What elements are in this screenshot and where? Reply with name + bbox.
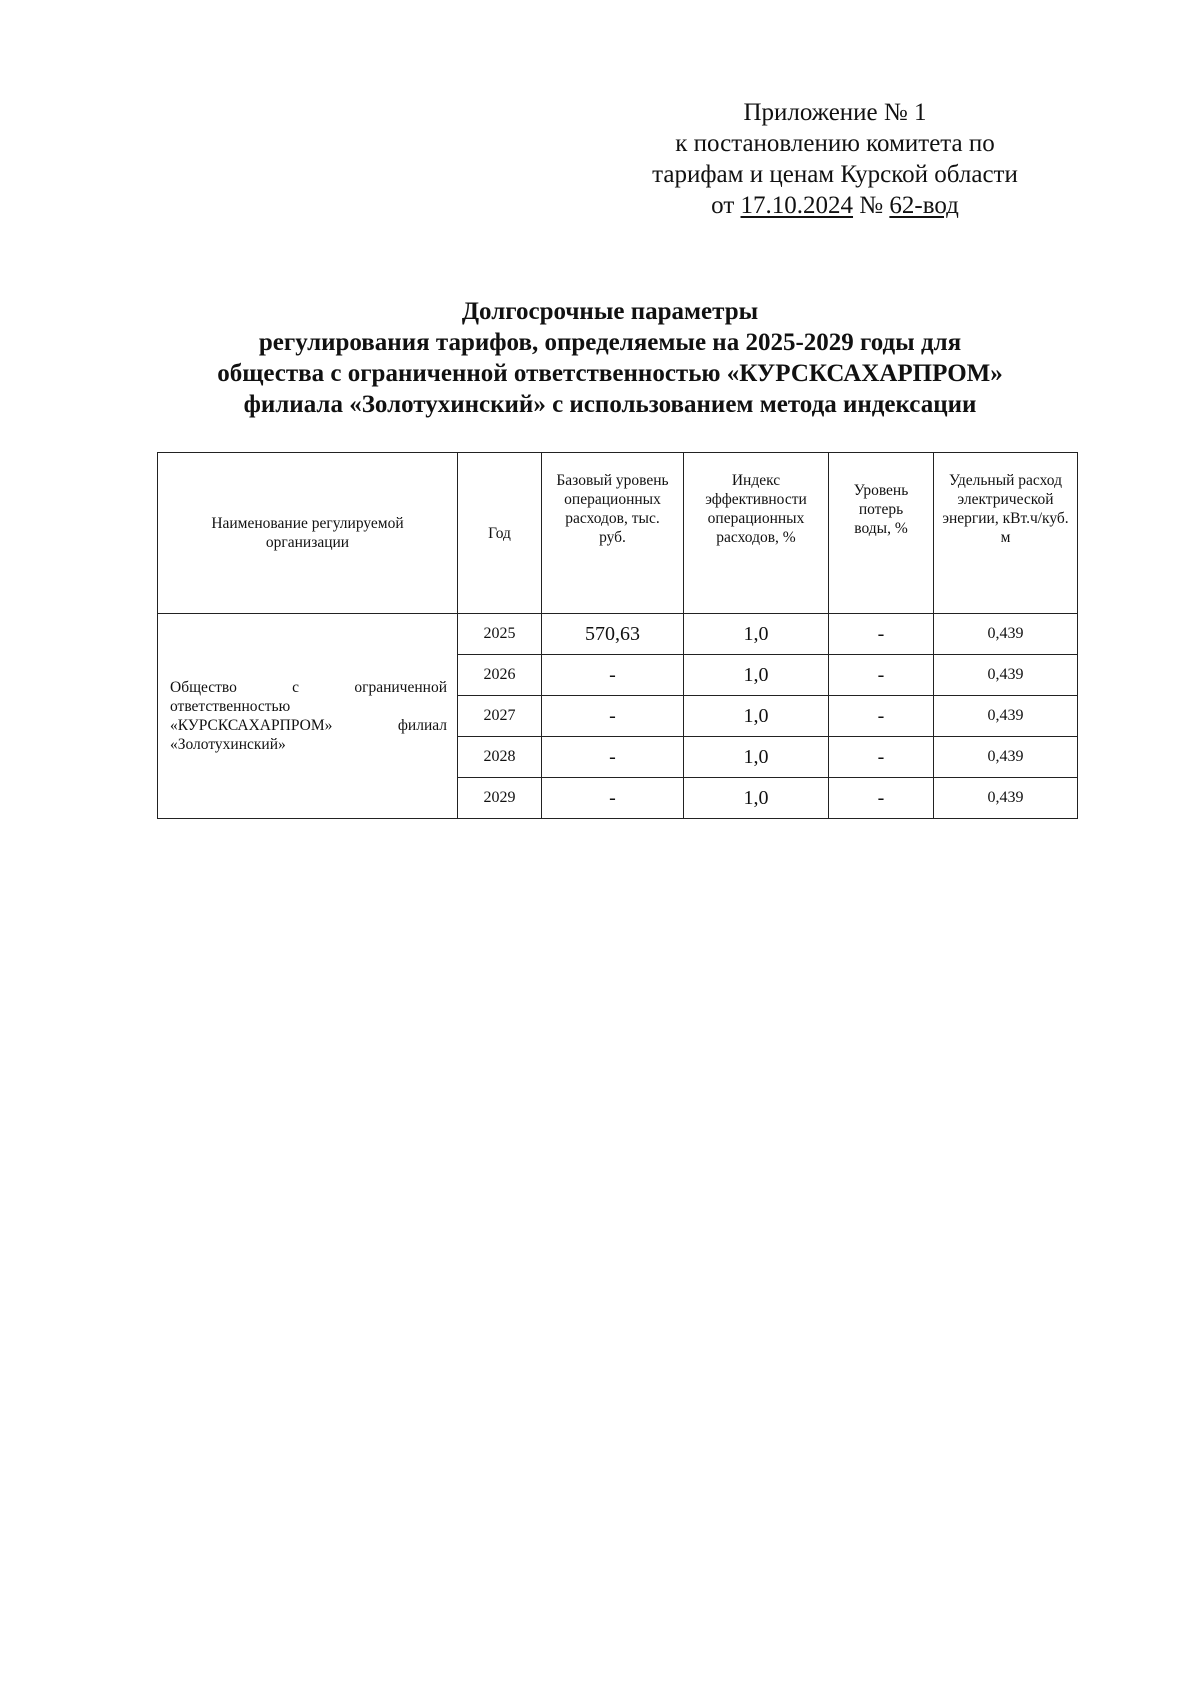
header-base-level (542, 453, 684, 614)
water-loss-cell: - (829, 655, 934, 696)
year-cell: 2028 (458, 737, 542, 778)
header-efficiency-index-label: Индекс эффективности операционных расходов, % (705, 472, 807, 546)
energy-cell: 0,439 (934, 737, 1078, 778)
base-level-cell: - (542, 696, 684, 737)
header-water-loss-label: Уровень потерь воды, % (853, 482, 909, 537)
efficiency-index-cell: 1,0 (684, 737, 829, 778)
efficiency-index-cell: 1,0 (684, 655, 829, 696)
energy-cell: 0,439 (934, 778, 1078, 819)
year-cell: 2026 (458, 655, 542, 696)
efficiency-index-cell: 1,0 (684, 778, 829, 819)
appendix-title: Приложение № 1 (743, 99, 927, 126)
appendix-date: 17.10.2024 (740, 192, 854, 219)
title-line-4: филиала «Золотухинский» с использованием метода индексации (243, 391, 977, 418)
base-level-cell: 570,63 (542, 614, 684, 655)
water-loss-cell: - (829, 696, 934, 737)
appendix-line-2: к постановлению комитета по (675, 130, 995, 157)
title-line-2: регулирования тарифов, определяемые на 2025-2029 годы для (258, 329, 962, 356)
header-energy-consumption-label: Удельный расход электрической энергии, кВт.ч/куб. м (942, 472, 1069, 546)
appendix-block (600, 97, 1070, 221)
year-cell: 2029 (458, 778, 542, 819)
base-level-cell: - (542, 655, 684, 696)
energy-cell: 0,439 (934, 655, 1078, 696)
year-cell: 2027 (458, 696, 542, 737)
organization-name: Общество с ограниченной ответственностью «КУРСКСАХАРПРОМ» филиал «Золотухинский» (170, 679, 447, 753)
header-base-level-label: Базовый уровень операционных расходов, тыс. руб. (556, 472, 669, 546)
header-year (458, 453, 542, 614)
year-cell: 2025 (458, 614, 542, 655)
appendix-number-sign: № (859, 192, 884, 219)
header-efficiency-index (684, 453, 829, 614)
base-level-cell: - (542, 737, 684, 778)
water-loss-cell: - (829, 778, 934, 819)
organization-name-cell (158, 614, 458, 819)
appendix-line-3: тарифам и ценам Курской области (652, 161, 1018, 188)
header-energy-consumption (934, 453, 1078, 614)
title-line-1: Долгосрочные параметры (461, 298, 759, 325)
water-loss-cell: - (829, 614, 934, 655)
appendix-from-prefix: от (711, 192, 735, 219)
energy-cell: 0,439 (934, 696, 1078, 737)
water-loss-cell: - (829, 737, 934, 778)
appendix-number: 62-вод (889, 192, 959, 219)
appendix-date-line (600, 190, 1070, 221)
header-water-loss (829, 453, 934, 614)
header-organization-label: Наименование регулируемой организации (211, 515, 404, 551)
parameters-table (157, 452, 1078, 819)
table-header-row (158, 453, 1078, 614)
efficiency-index-cell: 1,0 (684, 614, 829, 655)
energy-cell: 0,439 (934, 614, 1078, 655)
efficiency-index-cell: 1,0 (684, 696, 829, 737)
header-organization (158, 453, 458, 614)
header-year-label: Год (488, 524, 511, 542)
title-line-3: общества с ограниченной ответственностью «КУРСКСАХАРПРОМ» (217, 360, 1003, 387)
base-level-cell: - (542, 778, 684, 819)
document-title (140, 296, 1080, 420)
table-row (158, 614, 1078, 655)
